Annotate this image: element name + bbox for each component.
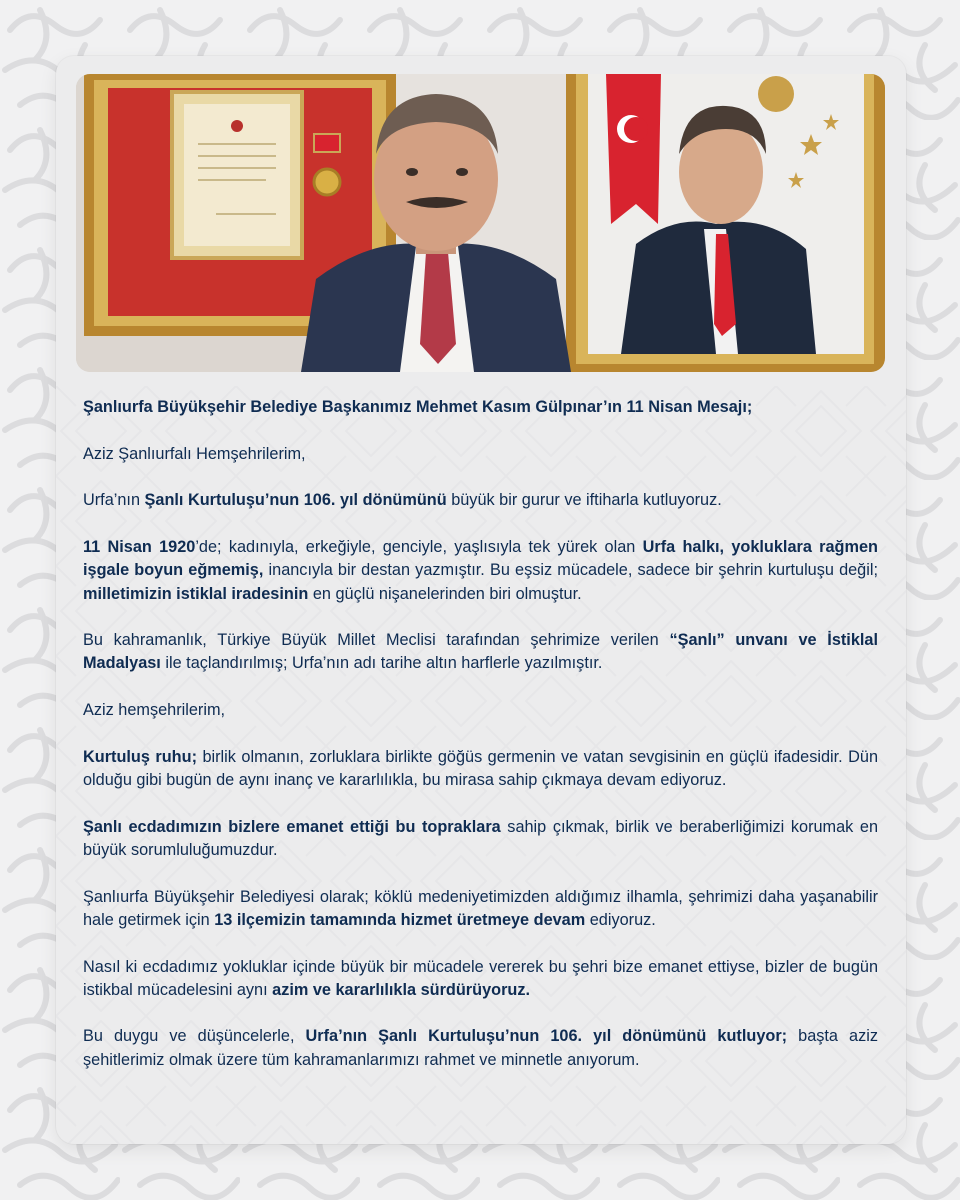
paragraph-6: Şanlıurfa Büyükşehir Belediyesi olarak; köklü medeniyetimizden aldığımız ilhamla, şehrimizi daha yaşanabilir hale getirmek için 13 ilçemizin tamamında hizmet üretmeye devam ediyoruz. bbox=[83, 887, 878, 929]
paragraph-4: Kurtuluş ruhu; birlik olmanın, zorluklara birlikte göğüs germenin ve vatan sevgisinin en güçlü ifadesidir. Dün olduğu gibi bugün de aynı inanç ve kararlılıkla, bu mirasa sahip çıkmaya devam ediyoruz. bbox=[83, 747, 879, 790]
message-card bbox=[56, 56, 906, 1144]
paragraph-8: Bu duygu ve düşüncelerle, Urfa’nın Şanlı Kurtuluşu’nun 106. yıl dönümünü kutluyor; başta aziz şehitlerimiz olmak üzere tüm kahramanlarımızı rahmet ve minnetle anıyorum. bbox=[83, 1027, 878, 1069]
paragraph-2: 11 Nisan 1920’de; kadınıyla, erkeğiyle, genciyle, yaşlısıyla tek yürek olan Urfa halkı, yokluklara rağmen işgale boyun eğmemiş, inancıyla bir destan yazmıştır. Bu eşsiz mücadele, sadece bir şehrin kurtuluşu değil; milletimizin istiklal iradesinin en güçlü nişanelerinden biri olmuştur. bbox=[83, 538, 878, 603]
paragraph-3: Bu kahramanlık, Türkiye Büyük Millet Meclisi tarafından şehrimize verilen “Şanlı” unvanı ve İstiklal Madalyası ile taçlandırılmış; Urfa’nın adı tarihe altın harflerle yazılmıştır. bbox=[83, 631, 878, 673]
paragraph-5: Şanlı ecdadımızın bizlere emanet ettiği bu topraklara sahip çıkmak, birlik ve beraberliğimizi korumak en büyük sorumluluğumuzdur. bbox=[83, 817, 878, 859]
message-heading: Şanlıurfa Büyükşehir Belediye Başkanımız Mehmet Kasım Gülpınar’ın 11 Nisan Mesajı; bbox=[83, 398, 753, 416]
paragraph-7: Nasıl ki ecdadımız yokluklar içinde büyük bir mücadele vererek bu şehri bize emanet ettiyse, bizler de bugün istikbal mücadelesini aynı azim ve kararlılıkla sürdürüyoruz. bbox=[83, 957, 878, 999]
greeting: Aziz Şanlıurfalı Hemşehrilerim, bbox=[83, 444, 306, 463]
mayor-office-photo bbox=[76, 74, 885, 372]
photo-illustration bbox=[76, 74, 885, 372]
paragraph-1: Urfa’nın Şanlı Kurtuluşu’nun 106. yıl dönümünü büyük bir gurur ve iftiharla kutluyoruz. bbox=[83, 491, 722, 510]
greeting-2: Aziz hemşehrilerim, bbox=[83, 701, 226, 720]
portrait-frame bbox=[566, 74, 885, 372]
message-text bbox=[83, 396, 878, 1095]
